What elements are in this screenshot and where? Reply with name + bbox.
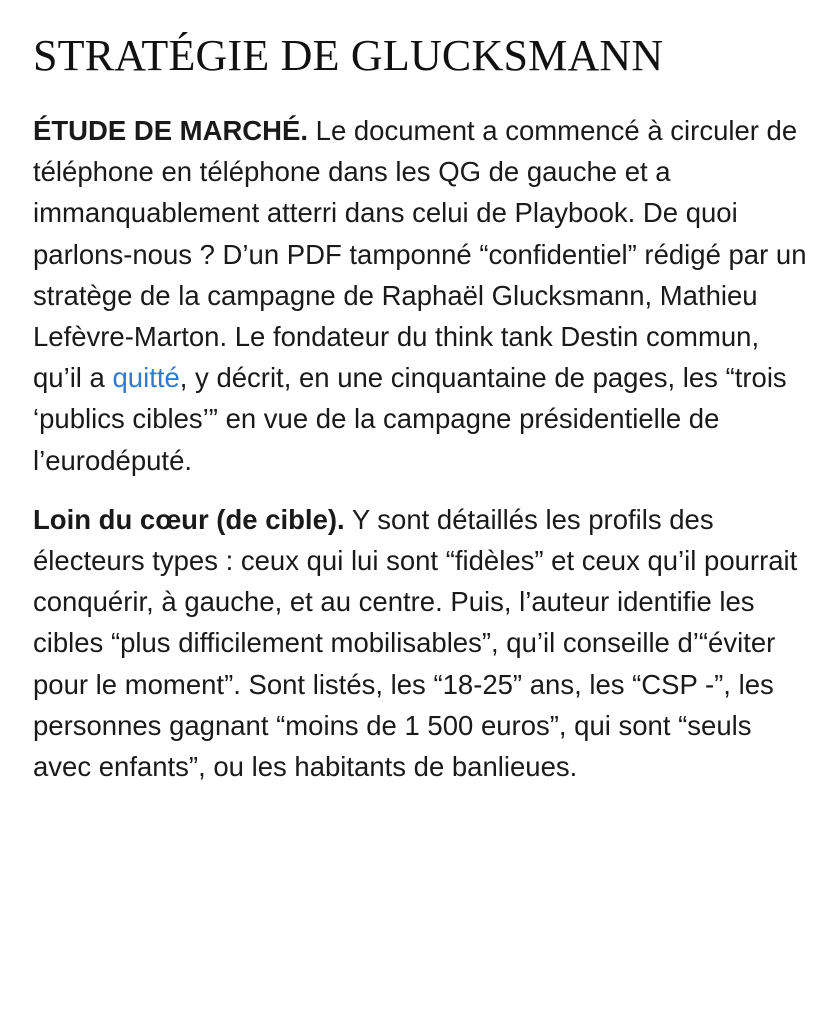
paragraph-market-study (33, 110, 808, 481)
article-heading: STRATÉGIE DE GLUCKSMANN (33, 31, 664, 80)
paragraph-lead: Loin du cœur (de cible). (33, 503, 345, 535)
quitte-link[interactable]: quitté (112, 362, 180, 394)
article (33, 26, 808, 787)
paragraph-text-continued: , y décrit, en une cinquantaine de pages, les “trois ‘publics cibles’” en vue de la campagne présidentielle de l’eurodéputé. (33, 362, 787, 476)
paragraph-text: Le document a commencé à circuler de téléphone en téléphone dans les QG de gauche et a immanquablement atterri dans celui de Playbook. De quoi parlons-nous ? D’un PDF tamponné “confidentiel” rédigé par un stratège de la campagne de Raphaël Glucksmann, Mathieu Lefèvre-Marton. Le fondateur du think tank Destin commun, qu’il a (33, 115, 807, 394)
paragraph-target-audience (33, 499, 808, 787)
paragraph-text: Y sont détaillés les profils des électeurs types : ceux qui lui sont “fidèles” et ceux qu’il pourrait conquérir, à gauche, et au centre. Puis, l’auteur identifie les cibles “plus difficilement mobilisables”, qu’il conseille d’“éviter pour le moment”. Sont listés, les “18-25” ans, les “CSP -”, les personnes gagnant “moins de 1 500 euros”, qui sont “seuls avec enfants”, ou les habitants de banlieues. (33, 503, 798, 783)
paragraph-lead: ÉTUDE DE MARCHÉ. (33, 115, 309, 146)
